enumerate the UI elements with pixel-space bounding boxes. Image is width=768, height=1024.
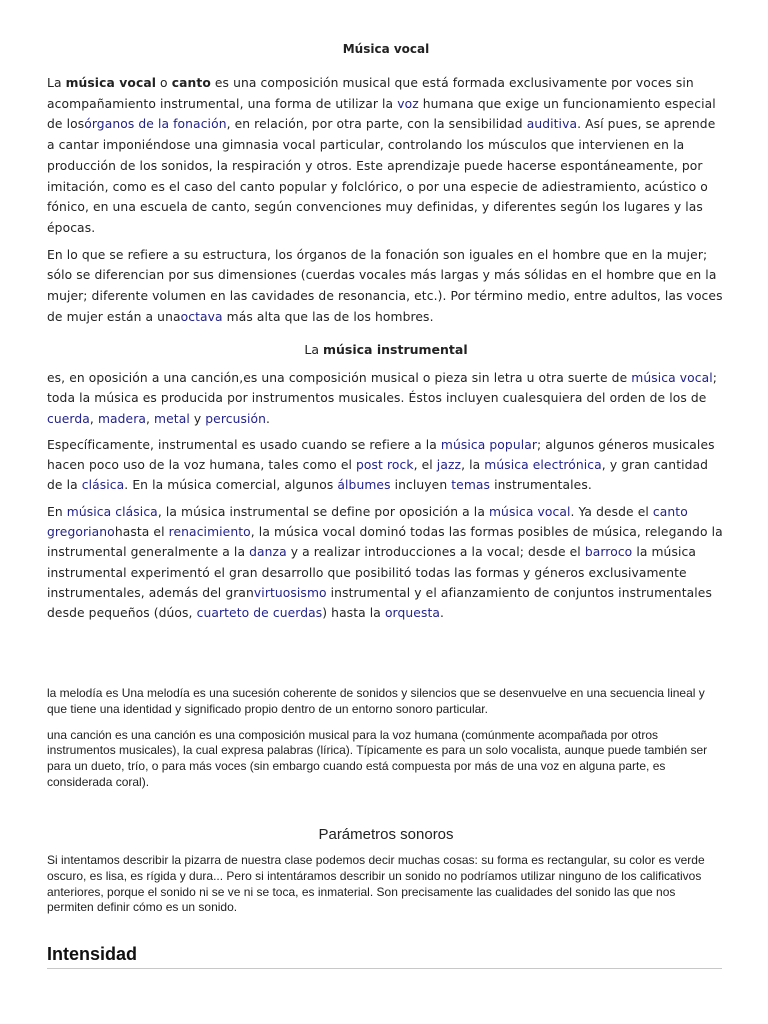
link-temas[interactable]: temas (451, 478, 491, 493)
paragraph: es, en oposición a una canción,es una composición musical o pieza sin letra u otra suerte de música vocal; toda la música es producida por instrumentos musicales. Éstos incluyen cualesquiera del orden de los de cuerda, madera, metal y percusión. (47, 371, 718, 426)
section-title-musica-vocal: Música vocal (342, 42, 430, 56)
paragraph-cancion: una canción es una canción es una composición musical para la voz humana (comúnmente acompañada por otros instrumentos musicales), la cual expresa palabras (lírica). Típicamente es para un solo vocalista, aunque puede también ser para un dueto, trío, o para más voces (sin embargo cuando está compuesta por más de una voz en alguna parte, es considerada coral). (47, 727, 708, 789)
paragraph: En lo que se refiere a su estructura, los órganos de la fonación son iguales en el hombre que en la mujer; sólo se diferencian por sus dimensiones (cuerdas vocales más largas y más sólidas en el hombre que en la mujer; diferente volumen en las cavidades de resonancia, etc.). Por término medio, entre adultos, las voces de mujer están a unaoctava más alta que las de los hombres. (47, 247, 723, 324)
bold-term: canto (171, 76, 211, 90)
link-danza[interactable]: danza (249, 545, 287, 560)
link-madera[interactable]: madera (97, 411, 147, 426)
bold-term: música vocal (65, 76, 157, 90)
link-albumes[interactable]: álbumes (337, 478, 391, 493)
link-orquesta[interactable]: orquesta (384, 606, 441, 621)
paragraph: En música clásica, la música instrumental se define por oposición a la música vocal. Ya desde el canto gregorianohasta el renacimiento, la música vocal dominó todas las formas posibles de música, relegando la instrumental generalmente a la danza y a realizar introducciones a la vocal; desde el barroco la música instrumental experimentó el gran desarrollo que posibilitó todas las formas y géneros exclusivamente instrumentales, además del granvirtuosismo instrumental y el afianzamiento de conjuntos instrumentales desde pequeños (dúos, cuarteto de cuerdas) hasta la orquesta. (47, 504, 723, 621)
paragraph: Específicamente, instrumental es usado cuando se refiere a la música popular; algunos géneros musicales hacen poco uso de la voz humana, tales como el post rock, el jazz, la música electrónica, y gran cantidad de la clásica. En la música comercial, algunos álbumes incluyen temas instrumentales. (47, 437, 715, 493)
section-title-parametros-sonoros: Parámetros sonoros (318, 826, 454, 843)
link-musica-vocal[interactable]: música vocal (488, 504, 571, 519)
paragraph-melodia: la melodía es Una melodía es una sucesión coherente de sonidos y silencios que se desenvuelve en una secuencia lineal y que tiene una identidad y significado propio dentro de un entorno sonoro particular. (47, 686, 705, 716)
heading-intensidad: Intensidad (47, 944, 138, 964)
link-barroco[interactable]: barroco (584, 545, 633, 560)
section-musica-vocal-body (47, 73, 725, 333)
link-virtuosismo[interactable]: virtuosismo (253, 585, 327, 600)
link-auditiva[interactable]: auditiva (526, 117, 578, 132)
link-octava[interactable]: octava (180, 309, 223, 324)
section-melodia-cancion (47, 686, 725, 801)
link-cuerda[interactable]: cuerda (47, 411, 90, 426)
link-metal[interactable]: metal (154, 411, 190, 426)
link-musica-vocal[interactable]: música vocal (631, 371, 713, 385)
section-parametros-body: Si intentamos describir la pizarra de nuestra clase podemos decir muchas cosas: su forma es rectangular, su color es verde oscuro, es lisa, es rígida y dura... Pero si intentáramos describir un sonido no podríamos utilizar ninguno de los calificativos anteriores, porque el sonido ni se ve ni se toca, es inmaterial. Son precisamente las cualidades del sonido las que nos permiten definir cómo es un sonido. (47, 853, 705, 915)
section-title-musica-instrumental: La música instrumental (304, 342, 468, 357)
link-voz[interactable]: voz (397, 96, 419, 111)
link-musica-electronica[interactable]: música electrónica (484, 458, 602, 473)
link-clasica[interactable]: clásica (81, 478, 125, 493)
link-canto-gregoriano[interactable]: canto gregoriano (47, 504, 688, 540)
section-musica-instrumental-body (47, 368, 725, 630)
link-percusion[interactable]: percusión (205, 411, 267, 426)
heading-divider (47, 968, 722, 969)
link-organos-fonacion[interactable]: órganos de la fonación (84, 117, 227, 132)
link-jazz[interactable]: jazz (436, 458, 462, 473)
link-renacimiento[interactable]: renacimiento (168, 525, 251, 540)
link-musica-clasica[interactable]: música clásica (66, 504, 158, 519)
link-post-rock[interactable]: post rock (356, 458, 414, 473)
link-cuarteto-de-cuerdas[interactable]: cuarteto de cuerdas (196, 606, 323, 621)
link-musica-popular[interactable]: música popular (440, 437, 538, 452)
paragraph: La música vocal o canto es una composición musical que está formada exclusivamente por voces sin acompañamiento instrumental, una forma de utilizar la voz humana que exige un funcionamiento especial de losórganos de la fonación, en relación, por otra parte, con la sensibilidad auditiva. Así pues, se aprende a cantar imponiéndose una gimnasia vocal particular, controlando los músculos que intervienen en la producción de los sonidos, la respiración y otros. Este aprendizaje puede hacerse espontáneamente, por imitación, como es el caso del canto popular y folclórico, o por una especie de adiestramiento, acústico o fónico, en una escuela de canto, según convenciones muy definidas, y diferentes según los lugares y las épocas. (47, 76, 716, 235)
